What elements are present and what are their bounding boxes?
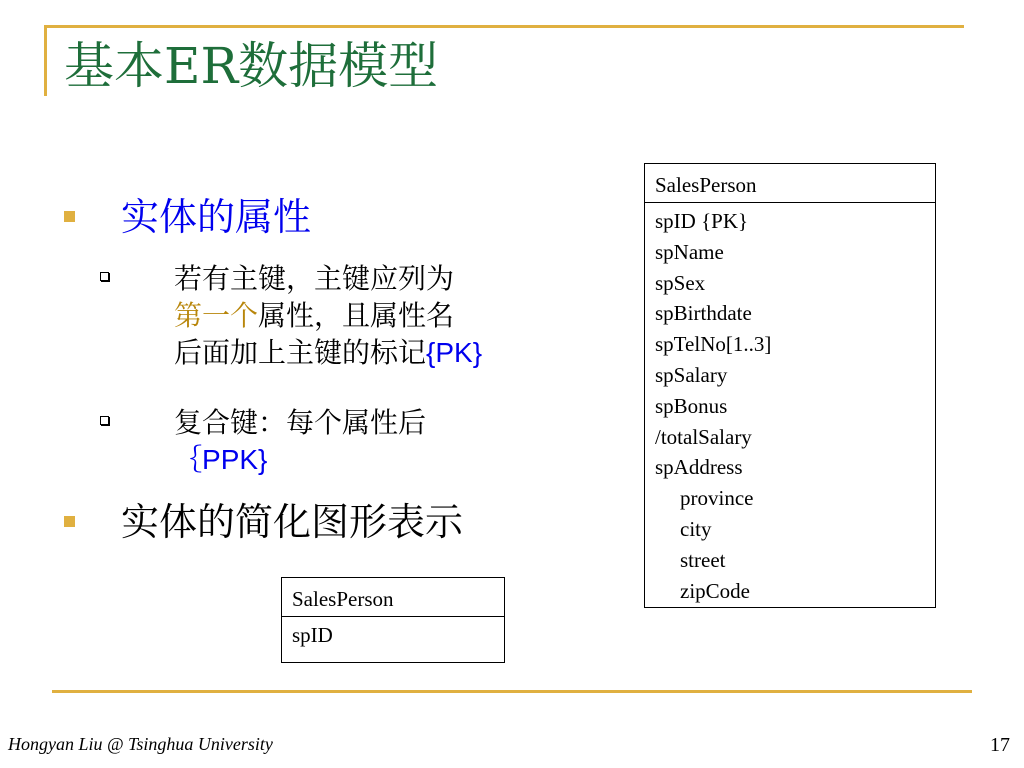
top-divider <box>44 25 964 28</box>
entity-name: SalesPerson <box>645 164 935 203</box>
pk-tag: {PK} <box>426 337 483 368</box>
entity-box-simple <box>281 577 505 663</box>
footer-author: Hongyan Liu @ Tsinghua University <box>8 734 273 754</box>
sub-line: 若有主键，主键应列为 <box>174 262 455 295</box>
page-number: 17 <box>990 734 1010 756</box>
hollow-square-bullet-icon <box>100 272 109 281</box>
entity-attribute-list <box>282 617 504 657</box>
entity-attribute: spSex <box>655 270 706 295</box>
bullet-square-icon <box>64 516 75 527</box>
sub-item-text <box>174 260 482 371</box>
slide-title: 基本ER数据模型 <box>64 37 439 95</box>
entity-attribute: spSalary <box>655 362 728 387</box>
entity-attribute: city <box>680 516 712 541</box>
title-accent-bar <box>44 28 47 96</box>
entity-attribute: spAddress <box>655 455 743 480</box>
sub-line: 复合键：每个属性后 <box>174 406 427 439</box>
bottom-divider <box>52 690 972 693</box>
entity-attribute: spName <box>655 239 724 264</box>
bullet-text: 实体的简化图形表示 <box>121 500 464 544</box>
entity-attribute-list <box>645 203 935 612</box>
entity-attribute: spID <box>292 623 333 647</box>
emphasis-text: 第一个 <box>174 299 259 332</box>
entity-name: SalesPerson <box>282 578 504 617</box>
entity-attribute: spID {PK} <box>655 209 749 233</box>
sub-line <box>174 441 426 478</box>
bullet-square-icon <box>64 211 75 222</box>
entity-attribute: street <box>680 547 726 572</box>
sub-item-text <box>174 404 426 478</box>
sub-line-rest: 属性，且属性名 <box>258 299 455 332</box>
entity-attribute: zipCode <box>680 578 750 603</box>
brace-text: ｛ <box>174 443 203 476</box>
entity-attribute: spBonus <box>655 393 728 418</box>
ppk-tag: PPK} <box>202 444 268 475</box>
bullet-text: 实体的属性 <box>121 195 312 239</box>
sub-line-text: 后面加上主键的标记 <box>174 336 427 369</box>
sub-line <box>174 334 482 371</box>
sub-line <box>174 297 482 334</box>
entity-attribute: spBirthdate <box>655 301 752 326</box>
hollow-square-bullet-icon <box>100 416 109 425</box>
entity-attribute: /totalSalary <box>655 424 752 449</box>
entity-attribute: province <box>680 486 754 511</box>
entity-box-full <box>644 163 936 608</box>
entity-attribute: spTelNo[1..3] <box>655 332 772 357</box>
